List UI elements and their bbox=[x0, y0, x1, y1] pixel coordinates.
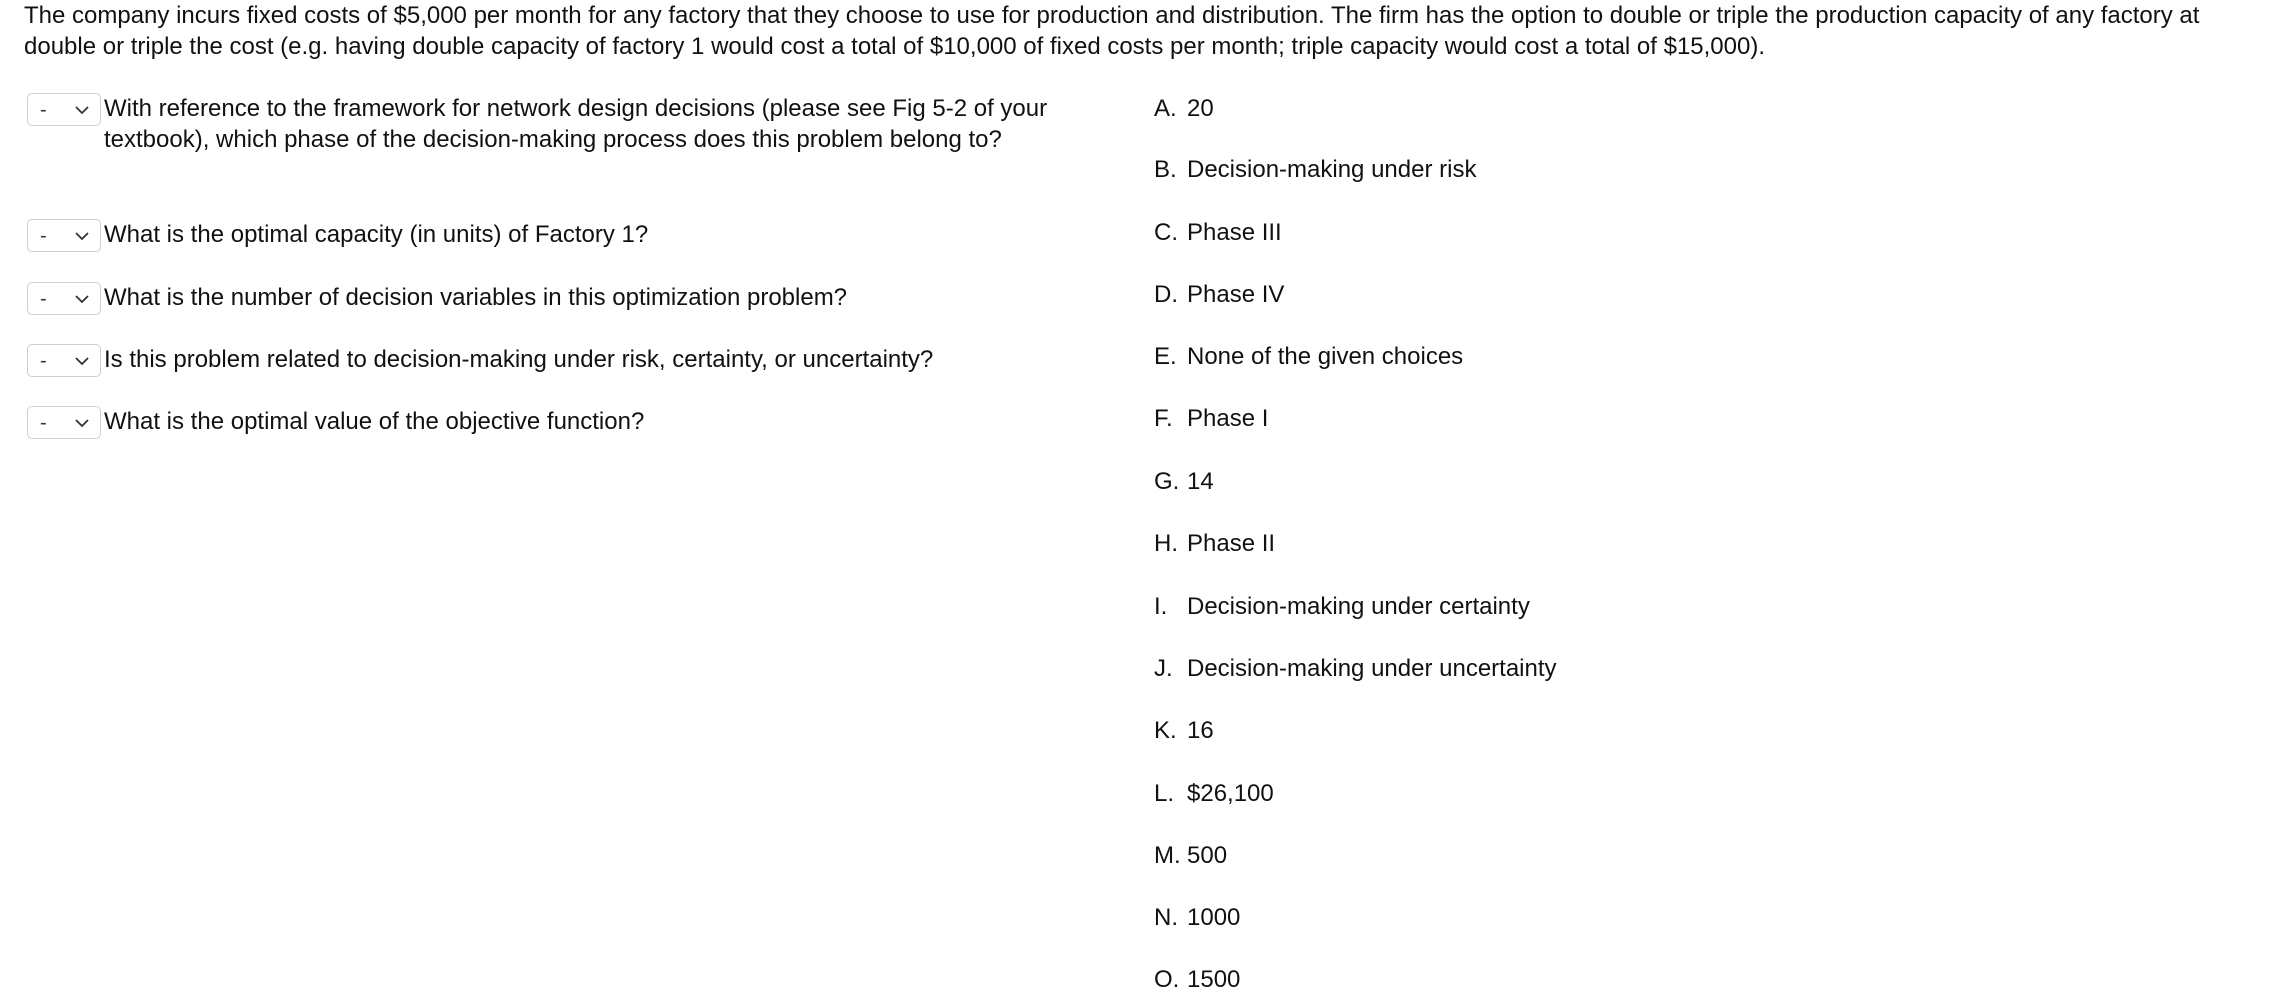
question-row-4 bbox=[27, 344, 1144, 377]
question-text-1: With reference to the framework for network design decisions (please see Fig 5-2 of your textbook), which phase of the decision-making process does this problem belong to? bbox=[104, 95, 1048, 153]
choice-text: Decision-making under uncertainty bbox=[1187, 655, 1557, 682]
choice-h bbox=[1154, 528, 1275, 559]
choice-letter: G. bbox=[1154, 468, 1180, 495]
choice-e bbox=[1154, 341, 1463, 372]
choice-letter: C. bbox=[1154, 219, 1178, 246]
choice-letter: A. bbox=[1154, 95, 1177, 122]
choice-m bbox=[1154, 840, 1227, 871]
choice-f bbox=[1154, 403, 1268, 434]
question-text-2: What is the optimal capacity (in units) of Factory 1? bbox=[104, 221, 649, 248]
question-row-5 bbox=[27, 406, 1144, 439]
choice-text: Decision-making under risk bbox=[1187, 156, 1477, 183]
answer-dropdown-2[interactable] bbox=[27, 219, 101, 252]
question-row-3 bbox=[27, 282, 1144, 315]
chevron-down-icon bbox=[74, 102, 90, 118]
question-text-5: What is the optimal value of the objective function? bbox=[104, 408, 645, 435]
problem-statement: The company incurs fixed costs of $5,000 per month for any factory that they choose to use for production and distribution. The firm has the option to double or triple the production capacity of any factory at double or triple the cost (e.g. having double capacity of factory 1 would cost a total of $10,000 of fixed costs per month; triple capacity would cost a total of $15,000). bbox=[24, 2, 2200, 60]
question-text-4: Is this problem related to decision-making under risk, certainty, or uncertainty? bbox=[104, 346, 934, 373]
answer-dropdown-5[interactable] bbox=[27, 406, 101, 439]
choice-g bbox=[1154, 466, 1214, 497]
choice-letter: H. bbox=[1154, 530, 1178, 557]
choice-text: 16 bbox=[1187, 717, 1214, 744]
choice-letter: K. bbox=[1154, 717, 1177, 744]
dropdown-selected-value: - bbox=[40, 224, 47, 247]
choice-text: 20 bbox=[1187, 95, 1214, 122]
chevron-down-icon bbox=[74, 353, 90, 369]
choice-i bbox=[1154, 591, 1530, 622]
choice-j bbox=[1154, 653, 1557, 684]
choice-b bbox=[1154, 154, 1476, 185]
dropdown-selected-value: - bbox=[40, 287, 47, 310]
question-row-1 bbox=[27, 93, 1144, 155]
choice-text: None of the given choices bbox=[1187, 343, 1464, 370]
choice-text: Phase I bbox=[1187, 405, 1269, 432]
choice-letter: I. bbox=[1154, 593, 1168, 620]
dropdown-selected-value: - bbox=[40, 349, 47, 372]
choice-k bbox=[1154, 715, 1214, 746]
choice-letter: F. bbox=[1154, 405, 1173, 432]
choice-text: Phase III bbox=[1187, 219, 1282, 246]
dropdown-selected-value: - bbox=[40, 411, 47, 434]
choice-text: 500 bbox=[1187, 842, 1228, 869]
choice-letter: M. bbox=[1154, 842, 1181, 869]
choice-c bbox=[1154, 217, 1282, 248]
choice-letter: D. bbox=[1154, 281, 1178, 308]
chevron-down-icon bbox=[74, 228, 90, 244]
chevron-down-icon bbox=[74, 415, 90, 431]
choice-text: 1000 bbox=[1187, 904, 1241, 931]
chevron-down-icon bbox=[74, 291, 90, 307]
answer-dropdown-4[interactable] bbox=[27, 344, 101, 377]
question-text-3: What is the number of decision variables in this optimization problem? bbox=[104, 284, 848, 311]
answer-dropdown-3[interactable] bbox=[27, 282, 101, 315]
choice-text: Decision-making under certainty bbox=[1187, 593, 1530, 620]
choice-letter: E. bbox=[1154, 343, 1177, 370]
choice-text: $26,100 bbox=[1187, 780, 1274, 807]
choice-letter: B. bbox=[1154, 156, 1177, 183]
choice-l bbox=[1154, 778, 1274, 809]
choice-letter: O. bbox=[1154, 966, 1180, 993]
choice-letter: N. bbox=[1154, 904, 1178, 931]
choice-text: 1500 bbox=[1187, 966, 1241, 993]
choice-text: 14 bbox=[1187, 468, 1214, 495]
choice-letter: L. bbox=[1154, 780, 1175, 807]
choice-text: Phase II bbox=[1187, 530, 1276, 557]
answer-dropdown-1[interactable] bbox=[27, 93, 101, 126]
choice-o bbox=[1154, 964, 1240, 995]
question-row-2 bbox=[27, 219, 1144, 252]
choice-letter: J. bbox=[1154, 655, 1173, 682]
choice-n bbox=[1154, 902, 1240, 933]
choice-a bbox=[1154, 93, 1214, 124]
choice-d bbox=[1154, 279, 1284, 310]
dropdown-selected-value: - bbox=[40, 98, 47, 121]
choice-text: Phase IV bbox=[1187, 281, 1285, 308]
